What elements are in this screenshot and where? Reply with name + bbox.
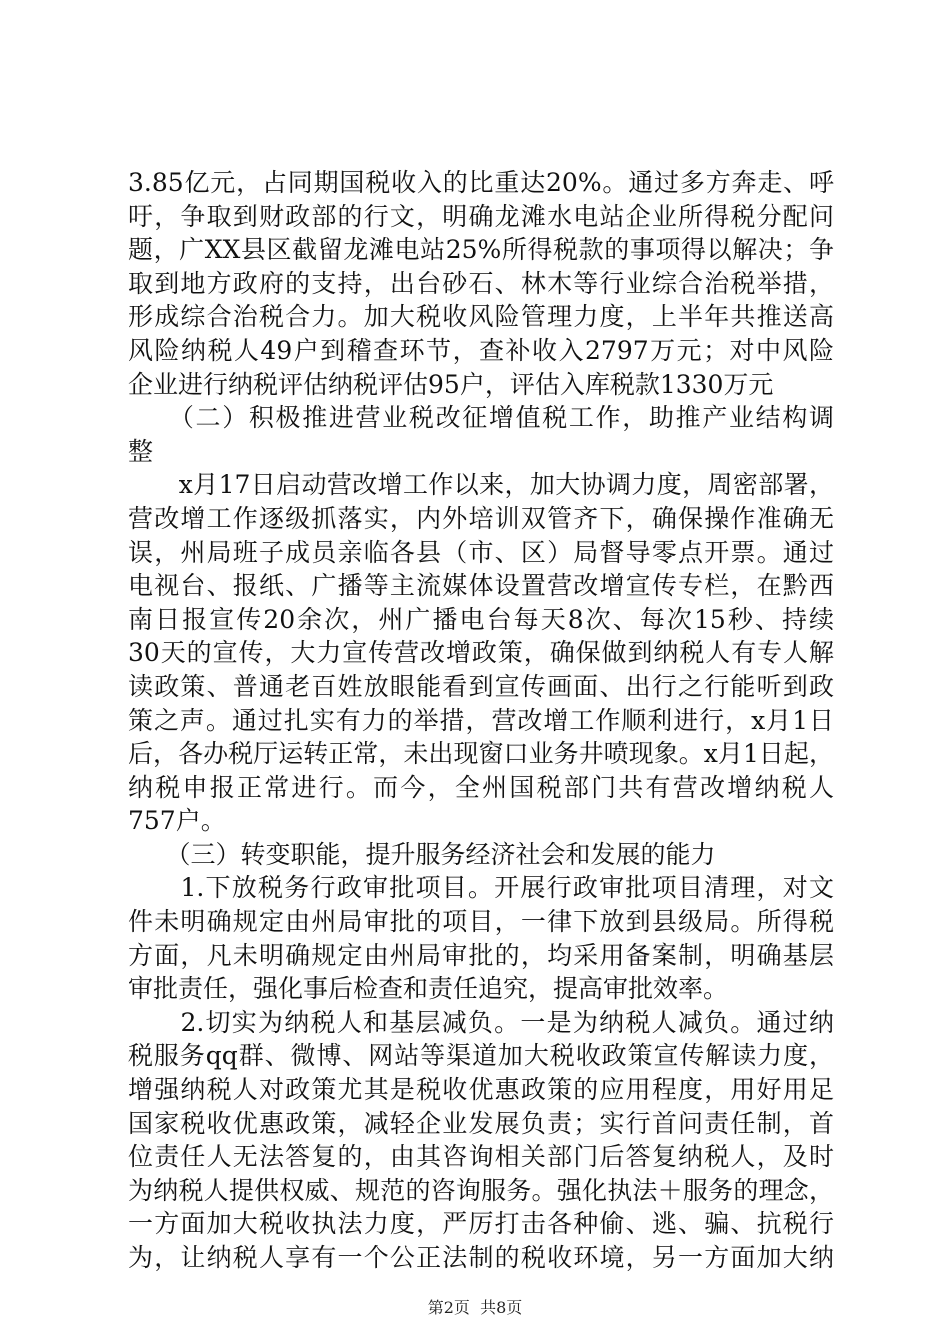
document-line: 1.下放税务行政审批项目。开展行政审批项目清理，对文 <box>128 873 834 903</box>
document-line: 题，广XX县区截留龙滩电站25%所得税款的事项得以解决；争 <box>128 235 834 265</box>
document-line: 取到地方政府的支持，出台砂石、林木等行业综合治税举措， <box>128 268 834 298</box>
document-line: 30天的宣传，大力宣传营改增政策，确保做到纳税人有专人解 <box>128 638 834 668</box>
document-line: 营改增工作逐级抓落实，内外培训双管齐下，确保操作准确无 <box>128 503 834 533</box>
document-line: 件未明确规定由州局审批的项目，一律下放到县级局。所得税 <box>128 907 834 937</box>
document-line: 南日报宣传20余次，州广播电台每天8次、每次15秒、持续 <box>128 604 834 634</box>
document-line: （三）转变职能，提升服务经济社会和发展的能力 <box>128 839 716 869</box>
document-line: 国家税收优惠政策，减轻企业发展负责；实行首问责任制，首 <box>128 1108 834 1138</box>
document-line: 形成综合治税合力。加大税收风险管理力度，上半年共推送高 <box>128 302 834 332</box>
document-line: 一方面加大税收执法力度，严厉打击各种偷、逃、骗、抗税行 <box>128 1209 834 1239</box>
document-body <box>128 166 834 1275</box>
document-line: 吁，争取到财政部的行文，明确龙滩水电站企业所得税分配问 <box>128 201 834 231</box>
document-line: 风险纳税人49户到稽查环节，查补收入2797万元；对中风险 <box>128 335 834 365</box>
document-line: 审批责任，强化事后检查和责任追究，提高审批效率。 <box>128 974 729 1004</box>
document-line: 策之声。通过扎实有力的举措，营改增工作顺利进行，x月1日 <box>128 705 834 735</box>
document-line: 纳税申报正常进行。而今，全州国税部门共有营改增纳税人 <box>128 772 834 802</box>
document-line: （二）积极推进营业税改征增值税工作，助推产业结构调 <box>128 403 834 433</box>
document-line: 误，州局班子成员亲临各县（市、区）局督导零点开票。通过 <box>128 537 834 567</box>
document-line: 后，各办税厅运转正常，未出现窗口业务井喷现象。x月1日起， <box>128 739 834 769</box>
document-line: 读政策、普通老百姓放眼能看到宣传画面、出行之行能听到政 <box>128 671 834 701</box>
document-line: 757户。 <box>128 806 226 836</box>
document-line: 3.85亿元，占同期国税收入的比重达20%。通过多方奔走、呼 <box>128 168 834 197</box>
document-line: x月17日启动营改增工作以来，加大协调力度，周密部署， <box>128 470 834 500</box>
document-line: 2.切实为纳税人和基层减负。一是为纳税人减负。通过纳 <box>128 1007 834 1037</box>
document-line: 为，让纳税人享有一个公正法制的税收环境，另一方面加大纳 <box>128 1243 834 1272</box>
document-line: 方面，凡未明确规定由州局审批的，均采用备案制，明确基层 <box>128 940 834 970</box>
page-number-label: 第2页 共8页 <box>427 1298 523 1317</box>
document-line: 电视台、报纸、广播等主流媒体设置营改增宣传专栏，在黔西 <box>128 571 834 601</box>
document-line: 增强纳税人对政策尤其是税收优惠政策的应用程度，用好用足 <box>128 1075 834 1105</box>
document-line: 位责任人无法答复的，由其咨询相关部门后答复纳税人，及时 <box>128 1142 834 1172</box>
document-line: 税服务qq群、微博、网站等渠道加大税收政策宣传解读力度， <box>128 1041 834 1071</box>
document-line: 整 <box>128 436 154 466</box>
document-line: 为纳税人提供权威、规范的咨询服务。强化执法＋服务的理念， <box>128 1175 834 1205</box>
page-footer <box>0 1298 950 1318</box>
document-line: 企业进行纳税评估纳税评估95户，评估入库税款1330万元 <box>128 369 774 399</box>
